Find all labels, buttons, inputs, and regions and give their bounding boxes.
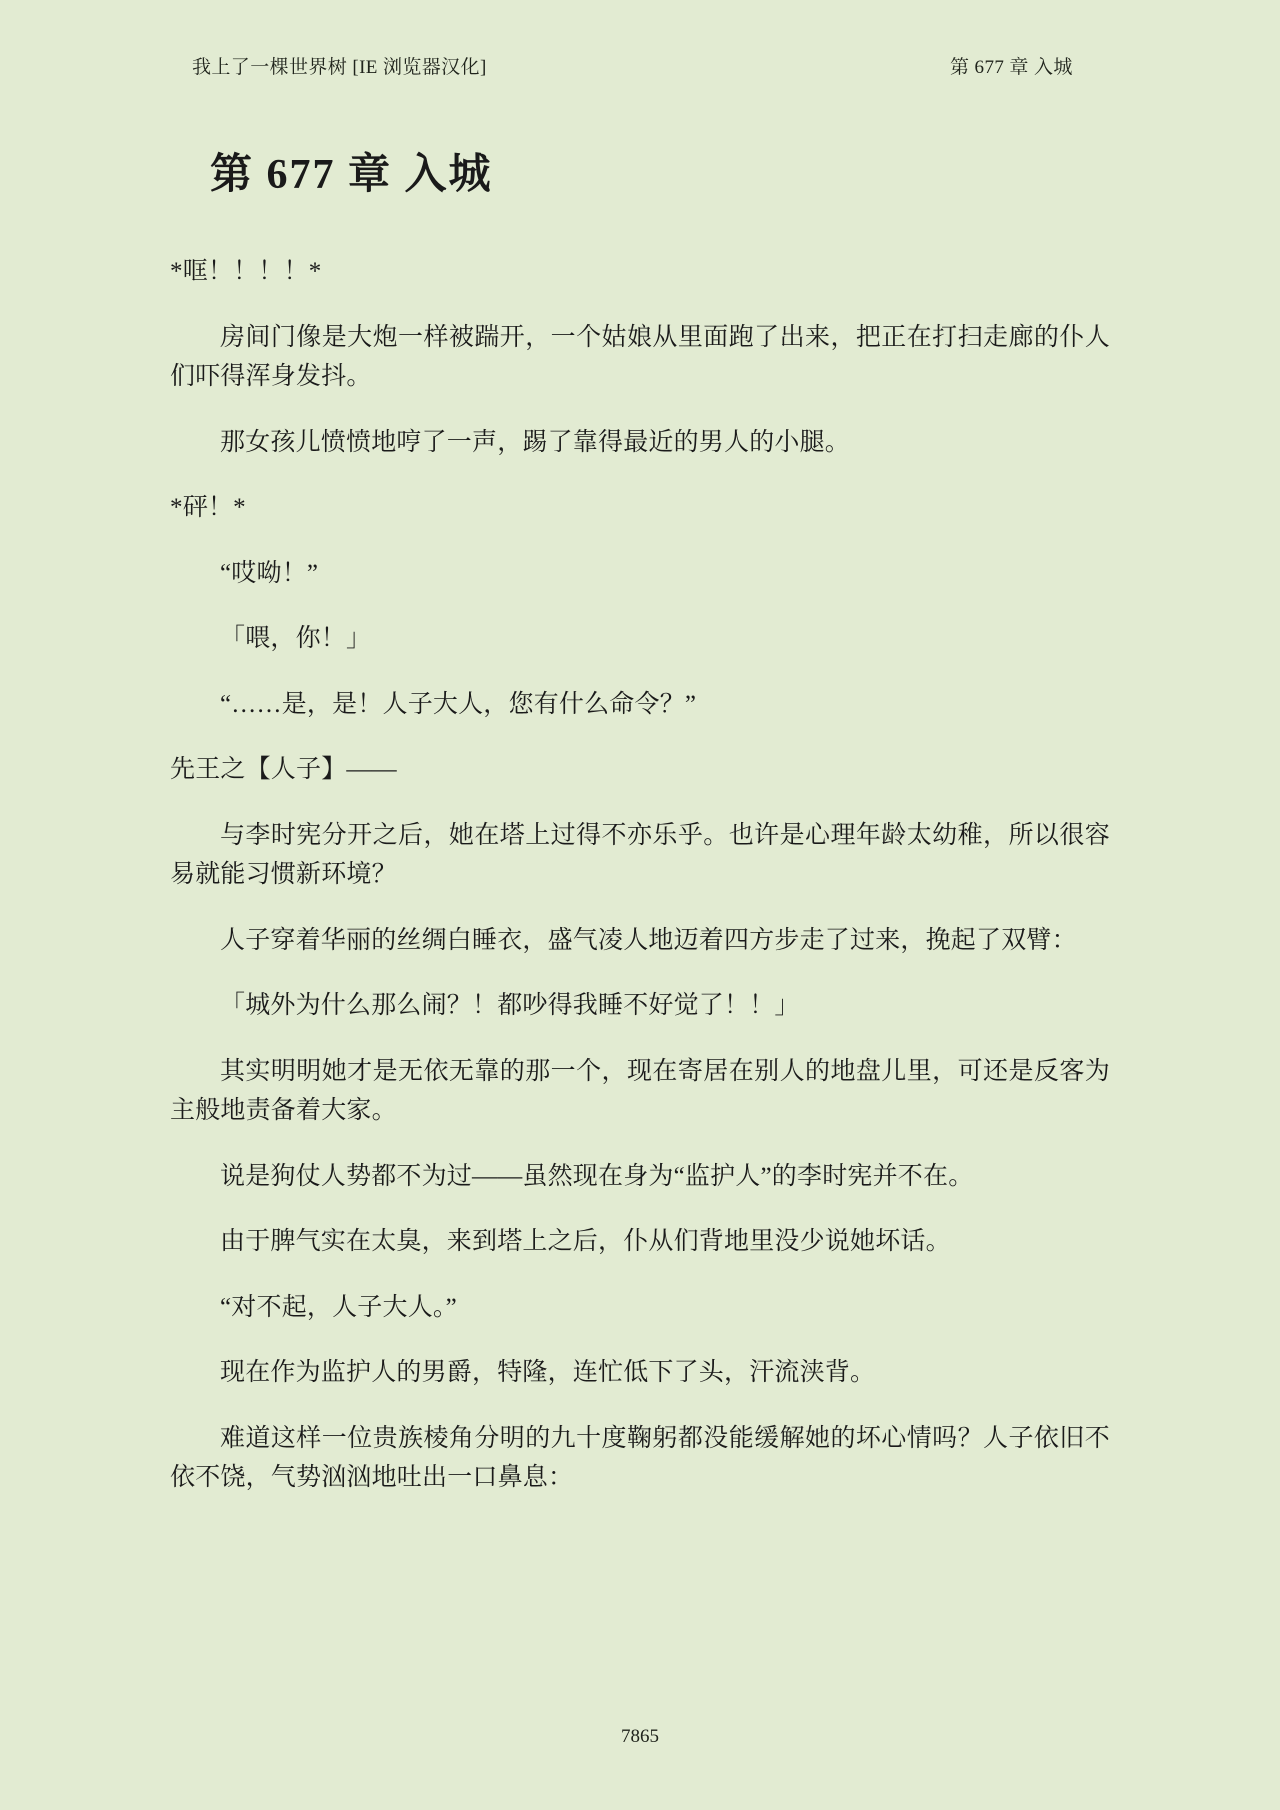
page-title: 第 677 章 入城 [210,152,493,198]
paragraph: 先王之【人子】—— [170,756,397,784]
paragraph: 「喂，你！」 [220,625,372,653]
running-head-chapter-title: 第 677 章 入城 [950,57,1073,78]
paragraph: “哎呦！” [220,559,319,587]
paragraph: *哐！！！！* [170,258,322,286]
paragraph: 那女孩儿愤愤地哼了一声，踢了靠得最近的男人的小腿。 [220,428,851,456]
paragraph: 人子穿着华丽的丝绸白睡衣，盛气凌人地迈着四方步走了过来，挽起了双臂： [220,926,1077,954]
running-head-book-title: 我上了一棵世界树 [IE 浏览器汉化] [192,57,487,78]
paragraph: 现在作为监护人的男爵，特隆，连忙低下了头，汗流浃背。 [220,1359,876,1387]
page-number: 7865 [621,1726,659,1747]
paragraph: 其实明明她才是无依无靠的那一个，现在寄居在别人的地盘儿里，可还是反客为主般地责备着大家。 [170,1057,1110,1125]
paragraph: *砰！* [170,494,246,522]
paragraph: 「城外为什么那么闹？！都吵得我睡不好觉了！！」 [220,992,800,1020]
paragraph: 由于脾气实在太臭，来到塔上之后，仆从们背地里没少说她坏话。 [220,1228,951,1256]
running-head [0,52,1280,82]
document-body [170,150,1110,1524]
paragraph: “……是，是！人子大人，您有什么命令？” [220,690,697,718]
paragraph: 与李时宪分开之后，她在塔上过得不亦乐乎。也许是心理年龄太幼稚，所以很容易就能习惯新环境？ [170,821,1110,889]
paragraph: 难道这样一位贵族棱角分明的九十度鞠躬都没能缓解她的坏心情吗？人子依旧不依不饶，气势汹汹地吐出一口鼻息： [170,1424,1110,1492]
paragraph: 说是狗仗人势都不为过——虽然现在身为“监护人”的李时宪并不在。 [220,1162,974,1190]
paragraph-list [170,252,1110,1498]
paragraph: “对不起，人子大人。” [220,1293,457,1321]
paragraph: 房间门像是大炮一样被踹开，一个姑娘从里面跑了出来，把正在打扫走廊的仆人们吓得浑身发抖。 [170,323,1110,391]
